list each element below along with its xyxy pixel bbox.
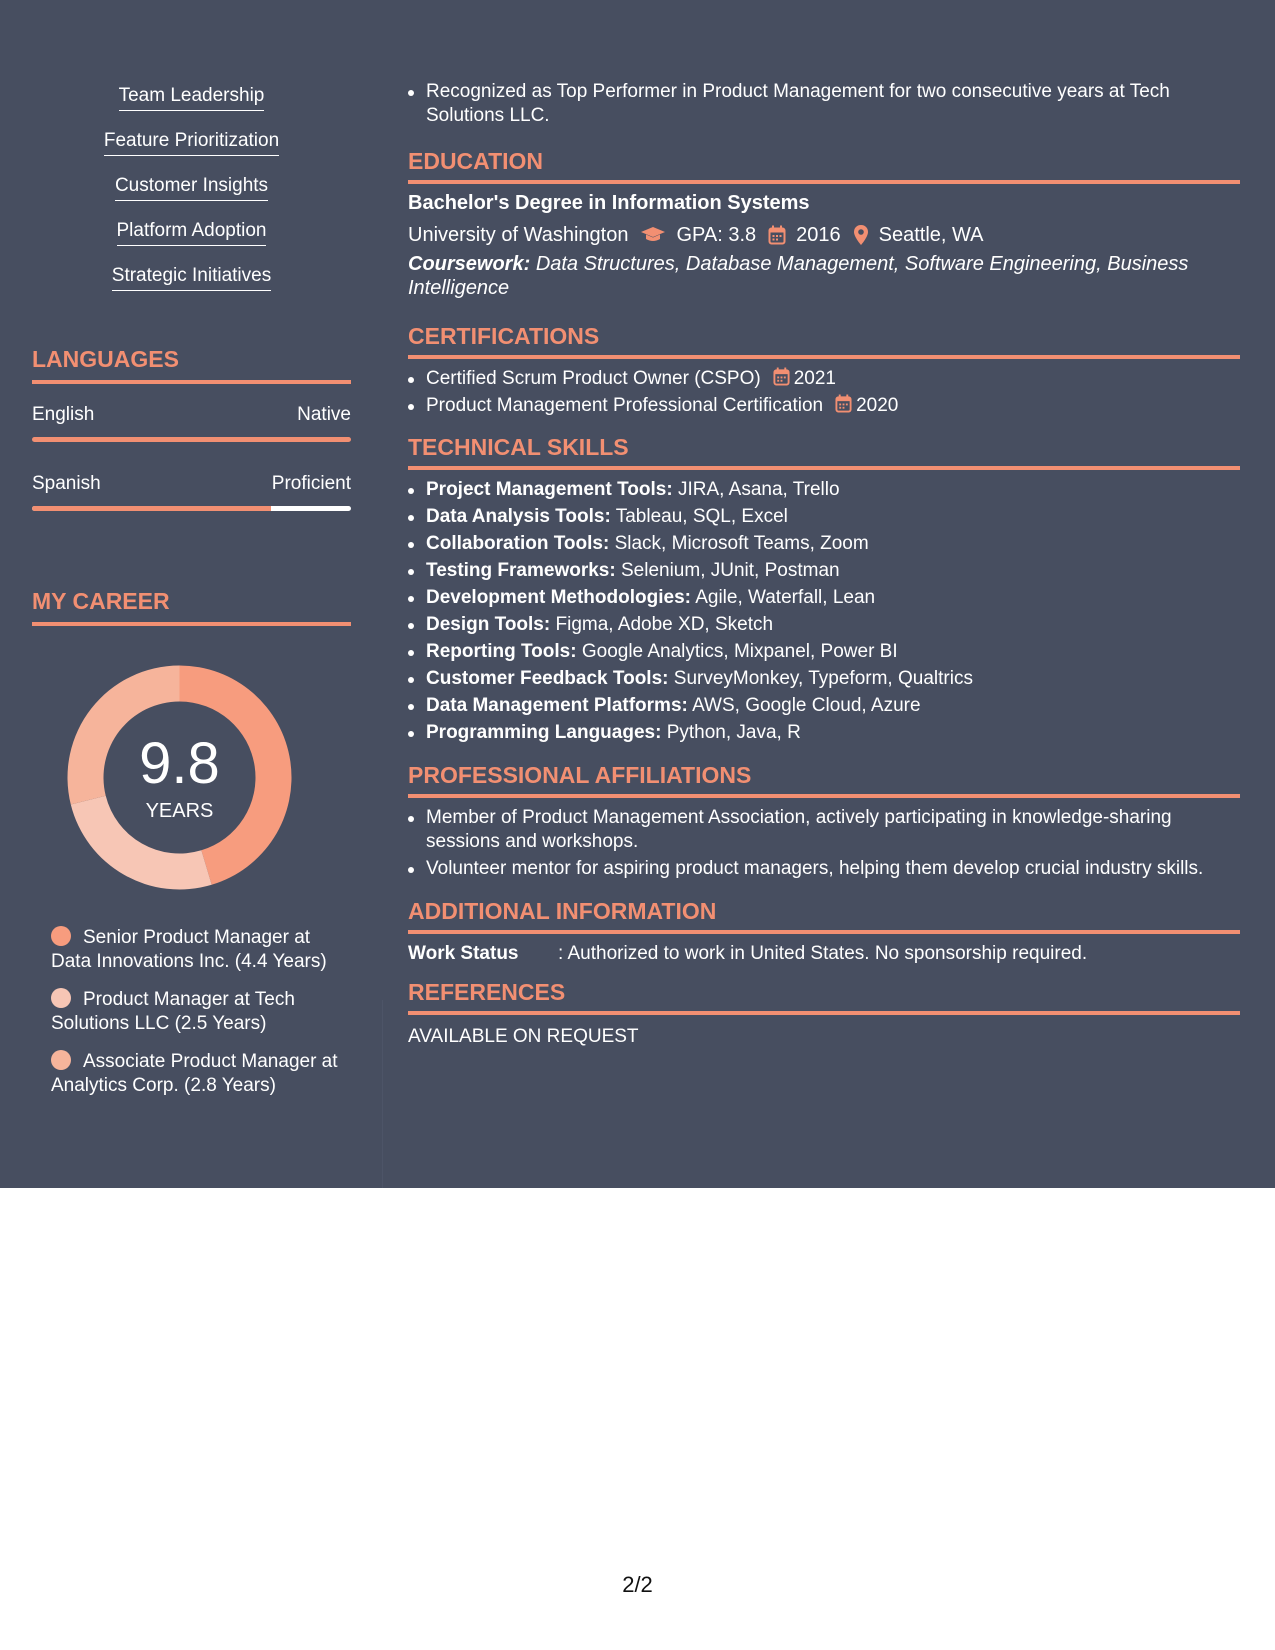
language-proficiency-bar [32, 506, 351, 511]
skill-label: Data Analysis Tools: [426, 506, 611, 527]
section-rule [32, 622, 351, 626]
location-pin-icon [853, 224, 869, 246]
certification-name: Certified Scrum Product Owner (CSPO) [426, 368, 761, 389]
references-section [408, 978, 1240, 1049]
strength-item [32, 264, 351, 309]
strength-label: Customer Insights [115, 174, 268, 201]
skill-value: Selenium, JUnit, Postman [620, 560, 840, 581]
section-heading: TECHNICAL SKILLS [408, 434, 629, 460]
skill-label: Data Management Platforms: [426, 695, 688, 716]
strength-item [32, 174, 351, 219]
education-meta [408, 222, 1240, 248]
calendar-icon [835, 394, 852, 413]
section-heading: REFERENCES [408, 979, 566, 1005]
achievement-item: Recognized as Top Performer in Product Management for two consecutive years at Tech Solutions LLC. [426, 80, 1240, 128]
skill-item [426, 694, 1240, 718]
skill-item [426, 478, 1240, 502]
skill-label: Project Management Tools: [426, 479, 673, 500]
graduation-year: 2016 [796, 224, 841, 246]
skill-label: Programming Languages: [426, 722, 662, 743]
certification-year: 2020 [856, 395, 899, 416]
language-name: Spanish [32, 473, 101, 494]
section-rule [32, 380, 351, 384]
skill-item [426, 721, 1240, 745]
additional-info-section [408, 897, 1240, 966]
coursework [408, 252, 1240, 300]
legend-dot-icon [51, 1050, 71, 1070]
school-name: University of Washington [408, 224, 629, 246]
language-proficiency-fill [32, 437, 351, 442]
skill-label: Reporting Tools: [426, 641, 577, 662]
gpa-value: GPA: 3.8 [676, 224, 757, 246]
career-legend-item [51, 926, 341, 974]
certification-year: 2021 [793, 368, 836, 389]
legend-dot-icon [51, 988, 71, 1008]
career-legend-item [51, 988, 341, 1036]
strength-label: Team Leadership [119, 84, 265, 111]
language-proficiency-fill [32, 506, 271, 511]
skill-label: Testing Frameworks: [426, 560, 616, 581]
skill-item [426, 505, 1240, 529]
skill-item [426, 559, 1240, 583]
graduation-cap-icon [640, 226, 666, 244]
certifications-section [408, 322, 1240, 421]
career-total-unit: YEARS [145, 800, 214, 822]
coursework-list: Data Structures, Database Management, Software Engineering, Business Intelligence [408, 253, 1189, 299]
education-location: Seattle, WA [878, 224, 984, 246]
section-rule [408, 466, 1240, 470]
skill-label: Design Tools: [426, 614, 551, 635]
section-rule [408, 1011, 1240, 1015]
career-role-label: Product Manager at Tech Solutions LLC (2.5 Years) [51, 989, 295, 1034]
career-role-label: Associate Product Manager at Analytics Corp. (2.8 Years) [51, 1051, 338, 1096]
strength-item [32, 84, 351, 129]
education-section [408, 147, 1240, 300]
skill-item [426, 532, 1240, 556]
skill-value: JIRA, Asana, Trello [677, 479, 840, 500]
certification-name: Product Management Professional Certification [426, 395, 824, 416]
legend-dot-icon [51, 926, 71, 946]
calendar-icon [773, 367, 790, 386]
skill-item [426, 640, 1240, 664]
section-rule [408, 930, 1240, 934]
skill-value: Python, Java, R [666, 722, 801, 743]
column-divider [382, 1000, 383, 1188]
section-heading: ADDITIONAL INFORMATION [408, 898, 717, 924]
strength-item [32, 129, 351, 174]
coursework-label: Coursework: [408, 253, 531, 275]
skill-item [426, 586, 1240, 610]
skill-label: Collaboration Tools: [426, 533, 610, 554]
strength-label: Feature Prioritization [104, 129, 279, 156]
section-heading: CERTIFICATIONS [408, 323, 600, 349]
degree-title: Bachelor's Degree in Information Systems [408, 192, 810, 214]
work-status-label: Work Status [408, 943, 519, 964]
skill-value: SurveyMonkey, Typeform, Qualtrics [673, 668, 973, 689]
affiliation-item: Member of Product Management Association, actively participating in knowledge-sharing sessions and workshops. [426, 806, 1240, 854]
career-total-years: 9.8 [139, 731, 220, 796]
strength-label: Strategic Initiatives [112, 264, 271, 291]
skill-value: Agile, Waterfall, Lean [695, 587, 876, 608]
strengths-list [32, 84, 351, 309]
calendar-icon [768, 225, 786, 245]
career-role-label: Senior Product Manager at Data Innovations Inc. (4.4 Years) [51, 927, 327, 972]
skill-item [426, 613, 1240, 637]
skill-value: Figma, Adobe XD, Sketch [555, 614, 774, 635]
skill-label: Customer Feedback Tools: [426, 668, 669, 689]
skill-value: AWS, Google Cloud, Azure [692, 695, 921, 716]
references-text: AVAILABLE ON REQUEST [408, 1026, 639, 1047]
technical-skills-section [408, 433, 1240, 748]
strength-item [32, 219, 351, 264]
certification-item [426, 367, 1240, 391]
skill-value: Slack, Microsoft Teams, Zoom [614, 533, 869, 554]
language-proficiency-bar [32, 437, 351, 442]
language-level: Proficient [271, 473, 351, 494]
languages-heading [32, 345, 351, 373]
achievements-continued [408, 80, 1240, 131]
skill-label: Development Methodologies: [426, 587, 691, 608]
languages-heading-text: LANGUAGES [32, 346, 179, 372]
strength-label: Platform Adoption [117, 219, 267, 246]
page-number: 2/2 [622, 1572, 653, 1597]
language-level: Native [297, 404, 351, 425]
section-heading: PROFESSIONAL AFFILIATIONS [408, 762, 752, 788]
skill-item [426, 667, 1240, 691]
language-name: English [32, 404, 95, 425]
career-heading [32, 587, 351, 615]
work-status-value: : Authorized to work in United States. No sponsorship required. [558, 943, 1088, 964]
section-rule [408, 794, 1240, 798]
certification-item [426, 394, 1240, 418]
work-status-row [408, 942, 1240, 966]
affiliation-item: Volunteer mentor for aspiring product managers, helping them develop crucial industry skills. [426, 857, 1240, 881]
affiliations-section [408, 761, 1240, 884]
section-rule [408, 355, 1240, 359]
career-heading-text: MY CAREER [32, 588, 170, 614]
skill-value: Tableau, SQL, Excel [615, 506, 788, 527]
skill-value: Google Analytics, Mixpanel, Power BI [581, 641, 898, 662]
career-legend-item [51, 1050, 341, 1098]
section-heading: EDUCATION [408, 148, 544, 174]
section-rule [408, 180, 1240, 184]
